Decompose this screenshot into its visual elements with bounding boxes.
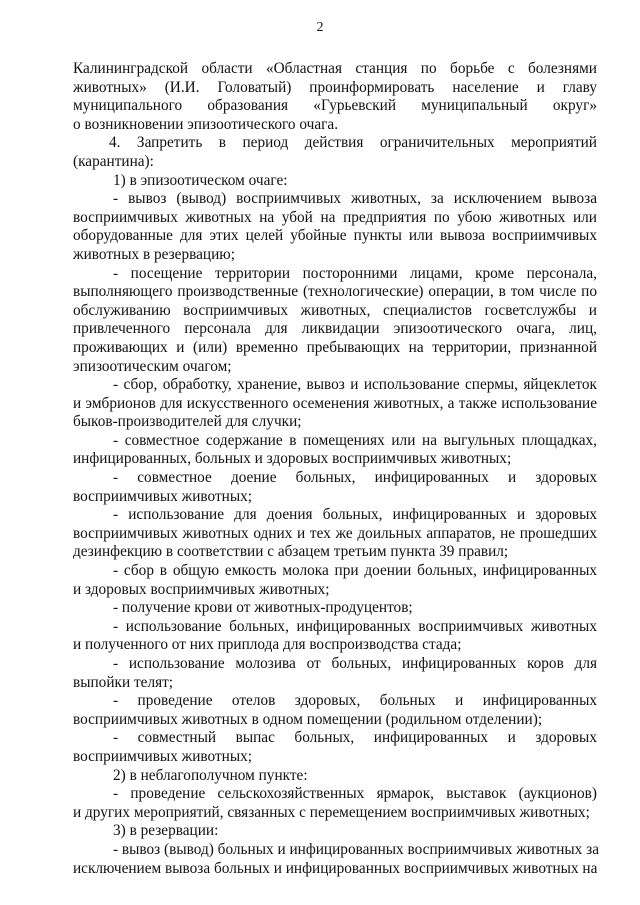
page-number: 2 [316, 20, 324, 35]
text-line: - сбор, обработку, хранение, вывоз и использование спермы, яйцеклеток [113, 376, 597, 394]
text-line: и эмбрионов для искусственного осеменения животных, а также использование [73, 394, 597, 412]
text-line: - вывоз (вывод) больных и инфицированных восприимчивых животных за [113, 840, 599, 858]
text-line: и здоровых восприимчивых животных; [73, 580, 330, 598]
text-line: о возникновении эпизоотического очага. [73, 115, 339, 133]
text-line: оборудованные для этих целей убойные пункты или вывоза восприимчивых [73, 227, 597, 245]
text-line: и других мероприятий, связанных с перемещением восприимчивых животных; [73, 803, 590, 821]
text-line: выпойки телят; [73, 673, 174, 691]
text-line: животных» (И.И. Головатый) проинформировать население и главу [73, 78, 597, 96]
text-line: 2) в неблагополучном пункте: [113, 766, 308, 784]
text-line: - сбор в общую емкость молока при доении больных, инфицированных [113, 562, 597, 580]
text-line: восприимчивых животных; [73, 747, 253, 765]
text-line: - проведение отелов здоровых, больных и инфицированных [113, 692, 597, 710]
text-line: - вывоз (вывод) восприимчивых животных, за исключением вывоза [113, 190, 597, 208]
text-line: восприимчивых животных на убой на предприятия по убою животных или [73, 208, 597, 226]
text-line: - совместное доение больных, инфицированных и здоровых [113, 469, 597, 487]
text-line: быков-производителей для случки; [73, 413, 302, 431]
text-line: эпизоотическим очагом; [73, 357, 232, 375]
text-line: муниципального образования «Гурьевский муниципальный округ» [73, 97, 597, 115]
text-line: инфицированных, больных и здоровых восприимчивых животных; [73, 450, 512, 468]
text-line: - получение крови от животных-продуцентов; [113, 599, 413, 617]
text-line: выполняющего производственные (технологические) операции, в том числе по [73, 283, 597, 301]
text-line: восприимчивых животных; [73, 487, 253, 505]
text-line: - использование больных, инфицированных восприимчивых животных [113, 617, 597, 635]
text-line: 4. Запретить в период действия ограничительных мероприятий [109, 134, 597, 152]
text-line: дезинфекцию в соответствии с абзацем третьим пункта 39 правил; [73, 543, 509, 561]
text-line: - использование молозива от больных, инфицированных коров для [113, 655, 597, 672]
document-body [73, 60, 597, 878]
text-line: животных в резервацию; [73, 245, 235, 263]
text-line: проживающих и (или) временно пребывающих на территории, признанной [73, 338, 597, 356]
text-line: - проведение сельскохозяйственных ярмарок, выставок (аукционов) [113, 785, 597, 803]
text-line: - совместный выпас больных, инфицированных и здоровых [113, 729, 597, 747]
text-line: 3) в резервации: [113, 822, 219, 840]
text-line: и полученного от них приплода для воспроизводства стада; [73, 636, 462, 654]
text-line: восприимчивых животных в одном помещении (родильном отделении); [73, 710, 543, 728]
text-line: (карантина): [73, 152, 154, 170]
text-line: 1) в эпизоотическом очаге: [113, 171, 288, 189]
text-line: - посещение территории посторонними лицами, кроме персонала, [113, 264, 597, 282]
text-line: Калининградской области «Областная станция по борьбе с болезнями [73, 60, 597, 77]
text-line: - совместное содержание в помещениях или на выгульных площадках, [113, 431, 597, 449]
text-line: исключением вывоза больных и инфицированных восприимчивых животных на [73, 859, 598, 877]
text-line: привлеченного персонала для ликвидации эпизоотического очага, лиц, [73, 320, 597, 338]
text-line: - использование для доения больных, инфицированных и здоровых [113, 506, 597, 524]
text-line: восприимчивых животных одних и тех же доильных аппаратов, не прошедших [73, 524, 597, 542]
text-line: обслуживанию восприимчивых животных, специалистов госветслужбы и [73, 301, 597, 319]
